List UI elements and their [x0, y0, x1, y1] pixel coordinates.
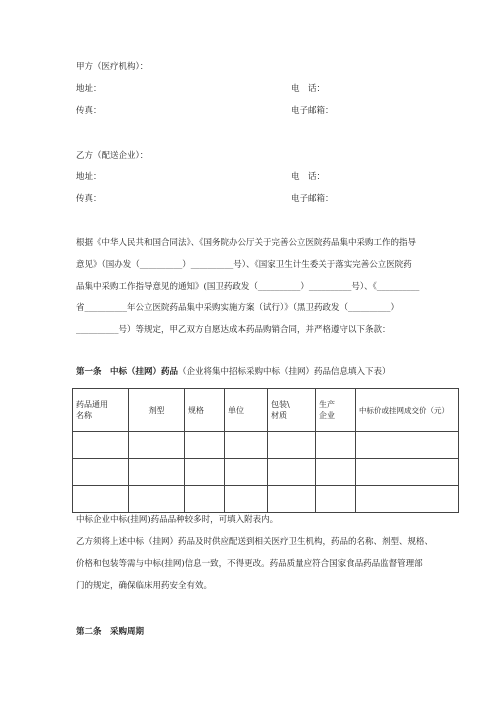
table-cell[interactable] [185, 486, 225, 513]
header-manufacturer: 生产 企业 [316, 389, 356, 432]
table-row [73, 486, 459, 513]
party-a-address-label: 地址： [76, 84, 102, 94]
header-price: 中标价或挂网成交价（元） [356, 389, 459, 432]
table-cell[interactable] [129, 432, 185, 459]
table-cell[interactable] [225, 459, 268, 486]
supply-clause-line: 门的规定，确保临床用药安全有效。 [76, 581, 213, 591]
preamble-line: 省__________年公立医院药品集中采购实施方案（试行）》（黑卫药政发（__________） [76, 303, 400, 313]
header-unit: 单位 [225, 389, 268, 432]
table-cell[interactable] [129, 486, 185, 513]
table-cell[interactable] [185, 459, 225, 486]
table-header-row [73, 389, 459, 432]
table-cell[interactable] [225, 486, 268, 513]
preamble-line: 品集中采购工作指导意见的通知》(国卫药政发（__________）__________号）、《__________ [76, 282, 420, 292]
table-cell[interactable] [316, 459, 356, 486]
supply-clause-line: 乙方须将上述中标（挂网）药品及时供应配送到相关医疗卫生机构，药品的名称、剂型、规格、 [76, 537, 434, 547]
party-b-email-label: 电子邮箱： [291, 194, 334, 204]
table-cell[interactable] [225, 432, 268, 459]
table-cell[interactable] [268, 432, 316, 459]
supply-clause-line: 价格和包装等需与中标(挂网)信息一致，不得更改。药品质量应符合国家食品药品监督管理部 [76, 559, 423, 569]
party-a-fax-label: 传真： [76, 106, 102, 116]
table-cell[interactable] [316, 432, 356, 459]
party-b-address-label: 地址： [76, 172, 102, 182]
preamble-line: __________号）等规定，甲乙双方自愿达成本药品购销合同，并严格遵守以下条款： [76, 325, 391, 335]
table-cell[interactable] [129, 459, 185, 486]
preamble-line: 意见》（国办发（__________）__________号）、《国家卫生计生委关于落实完善公立医院药 [76, 260, 412, 270]
article-1-note: （企业将集中招标采购中标（挂网）药品信息填入下表） [178, 367, 391, 377]
table-cell[interactable] [73, 432, 129, 459]
party-b-fax-label: 传真： [76, 194, 102, 204]
party-a-title: 甲方（医疗机构）： [76, 62, 149, 72]
table-cell[interactable] [356, 486, 459, 513]
table-cell[interactable] [268, 459, 316, 486]
table-row [73, 459, 459, 486]
preamble-line: 根据《中华人民共和国合同法》、《国务院办公厅关于完善公立医院药品集中采购工作的指导 [76, 238, 417, 248]
article-2-heading: 第二条 采购周期 [76, 627, 145, 637]
party-b-phone-label: 电 话： [291, 172, 326, 182]
table-cell[interactable] [268, 486, 316, 513]
table-cell[interactable] [73, 459, 129, 486]
drug-table [72, 388, 459, 513]
header-specification: 规格 [185, 389, 225, 432]
table-cell[interactable] [356, 459, 459, 486]
header-dosage-form: 剂型 [129, 389, 185, 432]
article-1-heading-line [76, 367, 391, 378]
table-cell[interactable] [316, 486, 356, 513]
table-footnote: 中标企业中标(挂网)药品品种较多时，可填入附表内。 [76, 515, 279, 525]
article-1-heading: 第一条 中标（挂网）药品 [76, 367, 179, 377]
party-b-title: 乙方（配送企业）： [76, 151, 149, 161]
table-cell[interactable] [356, 432, 459, 459]
table-cell[interactable] [185, 432, 225, 459]
table-cell[interactable] [73, 486, 129, 513]
party-a-phone-label: 电 话： [291, 84, 326, 94]
header-packaging-material: 包装\ 材质 [268, 389, 316, 432]
party-a-email-label: 电子邮箱： [291, 106, 334, 116]
table-row [73, 432, 459, 459]
header-generic-name: 药品通用 名称 [73, 389, 129, 432]
